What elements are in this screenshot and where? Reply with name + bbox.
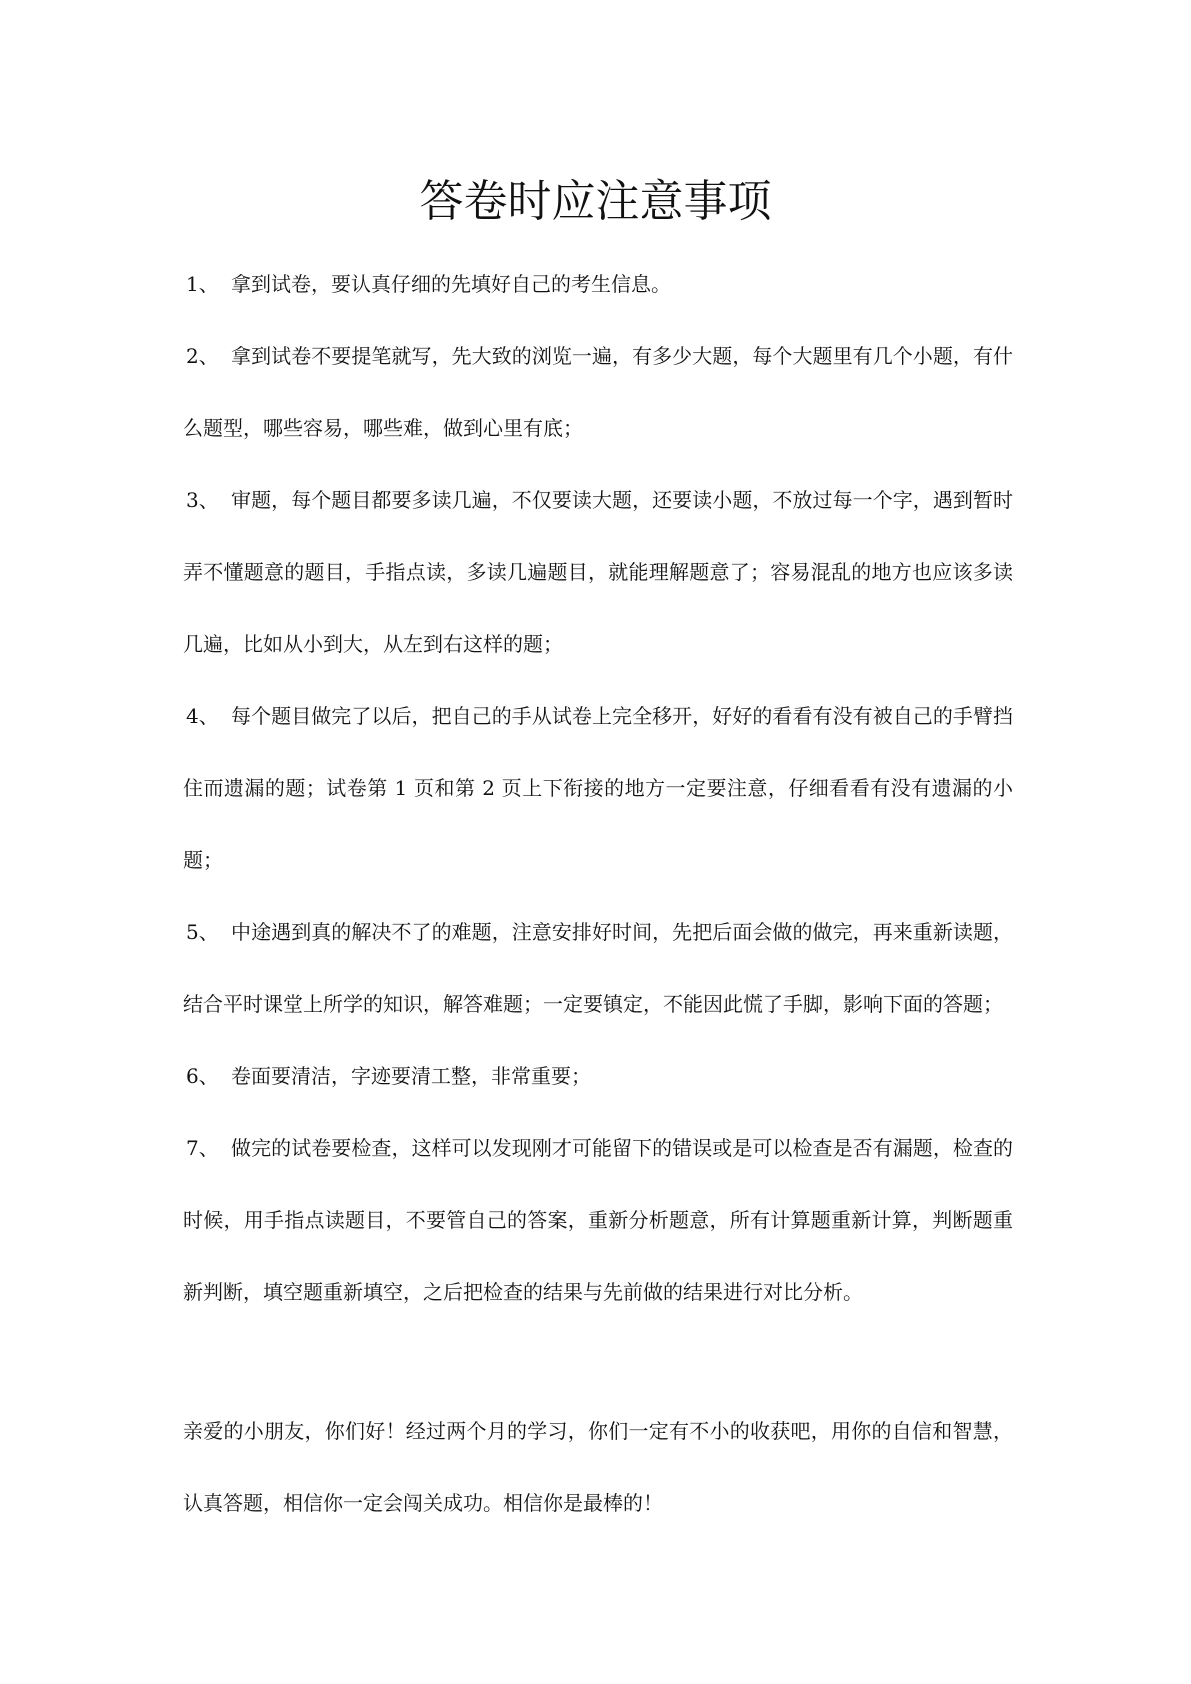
document-title: 答卷时应注意事项: [419, 176, 772, 227]
item-text: 每个题目做完了以后，把自己的手从试卷上完全移开，好好的看看有没有被自己的手臂挡住而遗漏的题；试卷第 1 页和第 2 页上下衔接的地方一定要注意，仔细看看有没有遗漏的小题；: [183, 704, 1013, 872]
item-number: 4、: [186, 704, 219, 728]
item-text: 拿到试卷，要认真仔细的先填好自己的考生信息。: [231, 272, 671, 296]
item-number: 7、: [186, 1136, 219, 1160]
instruction-item-2: [183, 320, 1013, 464]
instruction-item-5: [183, 896, 1013, 1040]
instruction-item-7: [183, 1112, 1013, 1328]
item-text: 做完的试卷要检查，这样可以发现刚才可能留下的错误或是可以检查是否有漏题，检查的时候，用手指点读题目，不要管自己的答案，重新分析题意，所有计算题重新计算，判断题重新判断，填空题重新填空，之后把检查的结果与先前做的结果进行对比分析。: [183, 1136, 1013, 1304]
item-number: 2、: [186, 344, 219, 368]
instruction-item-4: [183, 680, 1013, 896]
item-text: 拿到试卷不要提笔就写，先大致的浏览一遍，有多少大题，每个大题里有几个小题，有什么题型，哪些容易，哪些难，做到心里有底；: [183, 344, 1013, 440]
item-text: 卷面要清洁，字迹要清工整，非常重要；: [231, 1064, 591, 1088]
closing-message: 亲爱的小朋友，你们好！经过两个月的学习，你们一定有不小的收获吧，用你的自信和智慧，认真答题，相信你一定会闯关成功。相信你是最棒的！: [183, 1419, 1013, 1515]
item-number: 6、: [186, 1064, 219, 1088]
instructions-list: [183, 248, 1013, 1328]
instruction-item-3: [183, 464, 1013, 680]
item-number: 1、: [186, 272, 219, 296]
instruction-item-1: [183, 248, 1013, 320]
item-number: 3、: [186, 488, 219, 512]
item-number: 5、: [186, 920, 219, 944]
instruction-item-6: [183, 1040, 1013, 1112]
item-text: 审题，每个题目都要多读几遍，不仅要读大题，还要读小题，不放过每一个字，遇到暂时弄不懂题意的题目，手指点读，多读几遍题目，就能理解题意了；容易混乱的地方也应该多读几遍，比如从小到大，从左到右这样的题；: [183, 488, 1013, 656]
item-text: 中途遇到真的解决不了的难题，注意安排好时间，先把后面会做的做完，再来重新读题，结合平时课堂上所学的知识，解答难题；一定要镇定，不能因此慌了手脚，影响下面的答题；: [183, 920, 1013, 1016]
